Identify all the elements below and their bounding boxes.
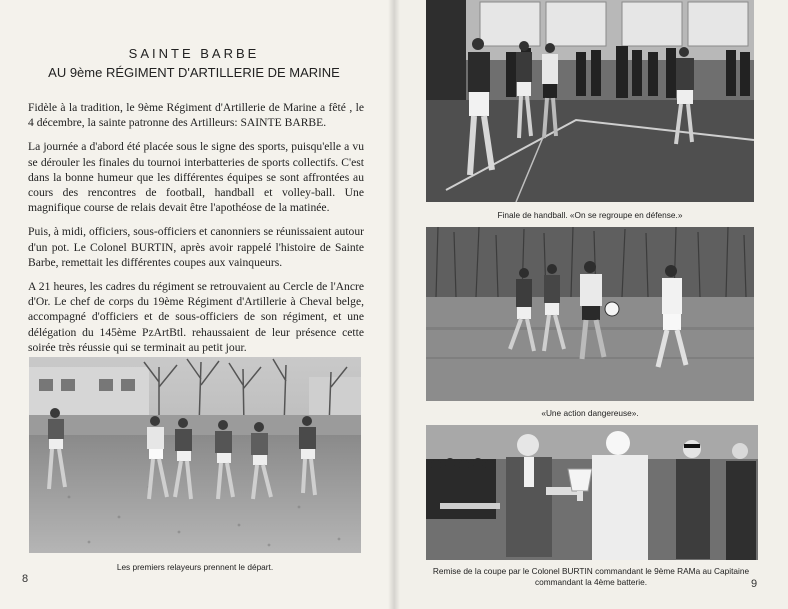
article-body [28, 100, 364, 364]
paragraph-1: Fidèle à la tradition, le 9ème Régiment d'Artillerie de Marine a fêté , le 4 décembre, la sainte patronne des Artilleurs: SAINTE BARBE. [28, 101, 364, 130]
football-photo [426, 227, 754, 401]
article-title: SAINTE BARBE [128, 46, 260, 61]
ceremony-caption-line1: Remise de la coupe par le Colonel BURTIN commandant le 9ème RAMa au Capitaine [432, 566, 750, 576]
handball-caption: Finale de handball. «On se regroupe en défense.» [497, 210, 683, 220]
page-number-left: 8 [22, 573, 29, 585]
page-number-right: 9 [751, 578, 758, 590]
relay-race-caption: Les premiers relayeurs prennent le départ. [116, 562, 274, 572]
page-gutter [388, 0, 400, 609]
ceremony-caption-line2: commandant la 4ème batterie. [534, 577, 648, 587]
paragraph-4: A 21 heures, les cadres du régiment se retrouvaient au Cercle de l'Ancre d'Or. Le chef de corps du 19ème Régiment d'Artillerie à Cheval belge, accompagné d'officiers et de sous-officiers de son régiment, et une délégation du 145ème PzArtBtl. rehaussaient de leur présence cette soirée très réussie qui se terminait au petit jour. [28, 280, 364, 354]
relay-race-photo [29, 357, 361, 553]
paragraph-2: La journée a d'abord été placée sous le signe des sports, puisqu'elle a vu se dérouler les finales du tournoi interbatteries de sports collectifs. C'est dans la bonne humeur que les différentes équipes se sont affrontées au cours des rencontres de football, handball et volley-ball. Une magnifique course de relais devait être l'apothéose de la matinée. [28, 140, 364, 215]
article-subtitle: AU 9ème RÉGIMENT D'ARTILLERIE DE MARINE [48, 65, 340, 80]
paragraph-3: Puis, à midi, officiers, sous-officiers et canonniers se réunissaient autour d'un pot. Le Colonel BURTIN, après avoir rappelé l'histoire de Sainte Barbe, remettait les différentes coupes aux vainqueurs. [28, 225, 364, 269]
handball-photo [426, 0, 754, 202]
right-page [394, 0, 788, 609]
ceremony-photo [426, 425, 758, 560]
football-caption: «Une action dangereuse». [541, 408, 639, 418]
